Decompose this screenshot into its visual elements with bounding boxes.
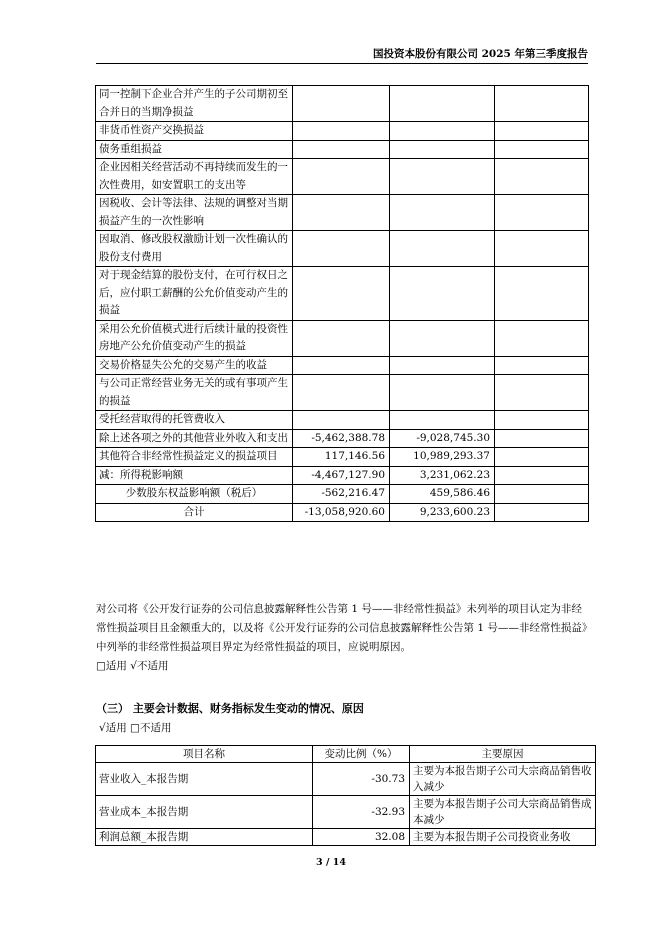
section-applicability: √适用 □不适用	[99, 722, 172, 734]
table-row	[96, 267, 589, 321]
header-main-reason: 主要原因	[410, 746, 596, 763]
row-value-current: -13,058,920.60	[293, 503, 390, 522]
row-note	[495, 466, 589, 485]
row-value-current: -5,462,388.78	[293, 429, 390, 448]
row-value-current: -4,467,127.90	[293, 466, 390, 485]
row-change-ratio: -30.73	[313, 763, 410, 796]
table-row	[96, 466, 589, 485]
table-row	[96, 485, 589, 504]
row-value-ytd	[390, 122, 495, 141]
table-row	[96, 231, 589, 267]
table-row	[96, 796, 596, 829]
row-value-ytd	[390, 267, 495, 321]
row-value-ytd	[390, 195, 495, 231]
row-value-current: 117,146.56	[293, 448, 390, 467]
row-note	[495, 503, 589, 522]
row-item: 因税收、会计等法律、法规的调整对当期损益产生的一次性影响	[96, 195, 293, 231]
row-item: 除上述各项之外的其他营业外收入和支出	[96, 429, 293, 448]
row-change-ratio: 32.08	[313, 829, 410, 846]
row-value-current	[293, 195, 390, 231]
row-item: 非货币性资产交换损益	[96, 122, 293, 141]
row-item: 少数股东权益影响额（税后）	[96, 485, 293, 504]
row-value-current	[293, 320, 390, 356]
table-row	[96, 429, 589, 448]
row-note	[495, 159, 589, 195]
table-row	[96, 763, 596, 796]
table-row	[96, 140, 589, 159]
row-value-ytd	[390, 140, 495, 159]
row-main-reason: 主要为本报告期子公司投资业务收	[410, 829, 596, 846]
header-divider	[96, 63, 588, 64]
table-row	[96, 503, 589, 522]
row-value-ytd	[390, 320, 495, 356]
table-row	[96, 829, 596, 846]
row-item: 受托经营取得的托管费收入	[96, 411, 293, 430]
row-note	[495, 411, 589, 430]
row-value-current	[293, 411, 390, 430]
non-recurring-items-table	[95, 85, 589, 522]
row-item: 与公司正常经营业务无关的或有事项产生的损益	[96, 375, 293, 411]
row-note	[495, 356, 589, 375]
row-note	[495, 195, 589, 231]
non-recurring-items-body	[96, 86, 589, 522]
change-reasons-body	[96, 763, 596, 846]
row-value-current	[293, 122, 390, 141]
row-note	[495, 429, 589, 448]
row-note	[495, 140, 589, 159]
row-value-current	[293, 140, 390, 159]
row-value-ytd: -9,028,745.30	[390, 429, 495, 448]
row-item: 采用公允价值模式进行后续计量的投资性房地产公允价值变动产生的损益	[96, 320, 293, 356]
table-row	[96, 195, 589, 231]
explanation-text: 对公司将《公开发行证券的公司信息披露解释性公告第 1 号——非经常性损益》未列举的项目认定为非经常性损益项目且金额重大的，以及将《公开发行证券的公司信息披露解释性公告第 1 号——非经常性损益》中列举的非经常性损益项目界定为经常性损益的项目，应说明原因。	[96, 603, 588, 653]
row-value-ytd: 10,989,293.37	[390, 448, 495, 467]
row-item-name: 营业收入_本报告期	[96, 763, 313, 796]
row-item: 对于现金结算的股份支付，在可行权日之后，应付职工薪酬的公允价值变动产生的损益	[96, 267, 293, 321]
table-row	[96, 122, 589, 141]
row-item: 同一控制下企业合并产生的子公司期初至合并日的当期净损益	[96, 86, 293, 122]
row-item: 合计	[96, 503, 293, 522]
table-row	[96, 159, 589, 195]
change-reasons-table	[95, 745, 596, 846]
row-value-current: -562,216.47	[293, 485, 390, 504]
table-row	[96, 411, 589, 430]
page-header: 国投资本股份有限公司 2025 年第三季度报告	[372, 48, 588, 60]
table-row	[96, 356, 589, 375]
row-value-ytd: 459,586.46	[390, 485, 495, 504]
header-item-name: 项目名称	[96, 746, 313, 763]
row-value-ytd: 3,231,062.23	[390, 466, 495, 485]
row-note	[495, 375, 589, 411]
row-item: 减：所得税影响额	[96, 466, 293, 485]
row-item: 其他符合非经常性损益定义的损益项目	[96, 448, 293, 467]
row-value-ytd	[390, 86, 495, 122]
row-note	[495, 320, 589, 356]
table-row	[96, 86, 589, 122]
row-main-reason: 主要为本报告期子公司大宗商品销售成本减少	[410, 796, 596, 829]
row-value-ytd	[390, 159, 495, 195]
row-value-current	[293, 86, 390, 122]
row-note	[495, 448, 589, 467]
header-change-ratio: 变动比例（%）	[313, 746, 410, 763]
row-item: 交易价格显失公允的交易产生的收益	[96, 356, 293, 375]
explanation-paragraph	[96, 600, 592, 676]
row-item-name: 营业成本_本报告期	[96, 796, 313, 829]
row-change-ratio: -32.93	[313, 796, 410, 829]
table-row	[96, 375, 589, 411]
row-value-current	[293, 159, 390, 195]
row-value-ytd	[390, 411, 495, 430]
row-item-name: 利润总额_本报告期	[96, 829, 313, 846]
row-value-ytd	[390, 356, 495, 375]
row-value-ytd	[390, 231, 495, 267]
row-value-current	[293, 267, 390, 321]
row-main-reason: 主要为本报告期子公司大宗商品销售收入减少	[410, 763, 596, 796]
row-value-ytd: 9,233,600.23	[390, 503, 495, 522]
row-value-ytd	[390, 375, 495, 411]
row-item: 债务重组损益	[96, 140, 293, 159]
row-note	[495, 122, 589, 141]
applicability-status: □适用 √不适用	[96, 660, 169, 672]
row-item: 企业因相关经营活动不再持续而发生的一次性费用，如安置职工的支出等	[96, 159, 293, 195]
table-row	[96, 448, 589, 467]
row-item: 因取消、修改股权激励计划一次性确认的股份支付费用	[96, 231, 293, 267]
row-note	[495, 267, 589, 321]
row-note	[495, 231, 589, 267]
table-row	[96, 320, 589, 356]
table-header-row	[96, 746, 596, 763]
row-note	[495, 485, 589, 504]
section-title: （三） 主要会计数据、财务指标发生变动的情况、原因	[96, 702, 364, 715]
row-value-current	[293, 356, 390, 375]
row-value-current	[293, 375, 390, 411]
page-number: 3 / 14	[316, 857, 346, 868]
row-note	[495, 86, 589, 122]
row-value-current	[293, 231, 390, 267]
